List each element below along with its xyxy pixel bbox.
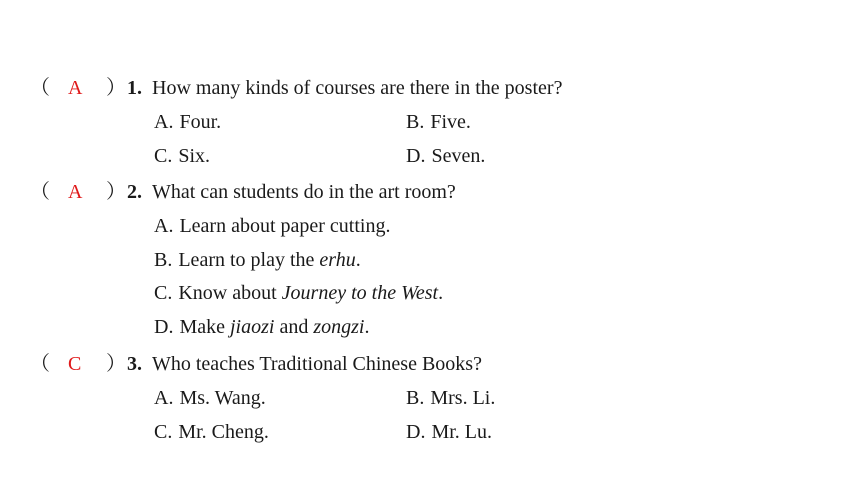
- question-mark: ?: [553, 77, 563, 99]
- option-label: D.: [406, 145, 426, 167]
- question-number-dot: .: [137, 77, 142, 99]
- option-italic-term: zongzi: [313, 316, 365, 338]
- answer-3: C: [68, 353, 82, 375]
- option-italic-term: erhu: [319, 249, 356, 271]
- option-text: Learn to play the: [178, 249, 320, 271]
- option-punct: .: [355, 249, 361, 271]
- option-label: A.: [154, 111, 174, 133]
- question-mark: ?: [446, 181, 456, 203]
- option-a: [154, 214, 390, 238]
- option-italic-term: jiaozi: [230, 316, 275, 338]
- option-text: Mrs. Li.: [430, 387, 496, 409]
- option-c: [154, 144, 210, 168]
- option-label: A.: [154, 387, 174, 409]
- option-label: B.: [406, 387, 425, 409]
- option-punct: .: [364, 316, 370, 338]
- option-text: Four.: [179, 111, 222, 133]
- answer-open-paren: （: [30, 181, 50, 203]
- option-b: [406, 386, 495, 410]
- option-text: Five.: [430, 111, 471, 133]
- option-a: [154, 386, 266, 410]
- option-text: Mr. Lu.: [431, 421, 493, 443]
- answer-open-paren: （: [30, 77, 50, 99]
- question-mark: ?: [473, 353, 482, 375]
- option-text-connector: and: [274, 316, 314, 338]
- option-d: [154, 315, 369, 339]
- option-label: C.: [154, 145, 173, 167]
- answer-close-paren: ）: [106, 353, 126, 375]
- option-c: [154, 420, 269, 444]
- option-label: C.: [154, 282, 173, 304]
- option-label: D.: [154, 316, 174, 338]
- question-number: 1: [127, 77, 137, 99]
- question-3-stem: [127, 352, 482, 376]
- answer-open-paren: （: [30, 353, 50, 375]
- option-text: Ms. Wang.: [179, 387, 266, 409]
- question-number: 2: [127, 181, 137, 203]
- option-label: B.: [154, 249, 173, 271]
- option-c: [154, 281, 443, 305]
- option-b: [154, 248, 361, 272]
- question-2-stem: [127, 180, 456, 204]
- question-number-dot: .: [137, 353, 142, 375]
- option-label: D.: [406, 421, 426, 443]
- answer-1: A: [68, 77, 83, 99]
- question-text: Who teaches Traditional Chinese Books: [152, 353, 474, 375]
- option-text: Make: [179, 316, 230, 338]
- option-text: Mr. Cheng.: [178, 421, 269, 443]
- option-punct: .: [438, 282, 444, 304]
- question-number-dot: .: [137, 181, 142, 203]
- option-italic-term: Journey to the West: [281, 282, 439, 304]
- option-text: Seven.: [431, 145, 486, 167]
- option-b: [406, 110, 471, 134]
- option-label: A.: [154, 215, 174, 237]
- answer-close-paren: ）: [106, 181, 126, 203]
- option-text: Know about: [178, 282, 282, 304]
- question-text: How many kinds of courses are there in the poster: [152, 77, 554, 99]
- option-d: [406, 144, 485, 168]
- question-1-stem: [127, 76, 562, 100]
- option-label: C.: [154, 421, 173, 443]
- answer-close-paren: ）: [106, 77, 126, 99]
- answer-2: A: [68, 181, 83, 203]
- option-text: Six.: [178, 145, 211, 167]
- option-d: [406, 420, 492, 444]
- option-a: [154, 110, 221, 134]
- question-number: 3: [127, 353, 137, 375]
- question-text: What can students do in the art room: [152, 181, 447, 203]
- option-label: B.: [406, 111, 425, 133]
- option-text: Learn about paper cutting.: [179, 215, 391, 237]
